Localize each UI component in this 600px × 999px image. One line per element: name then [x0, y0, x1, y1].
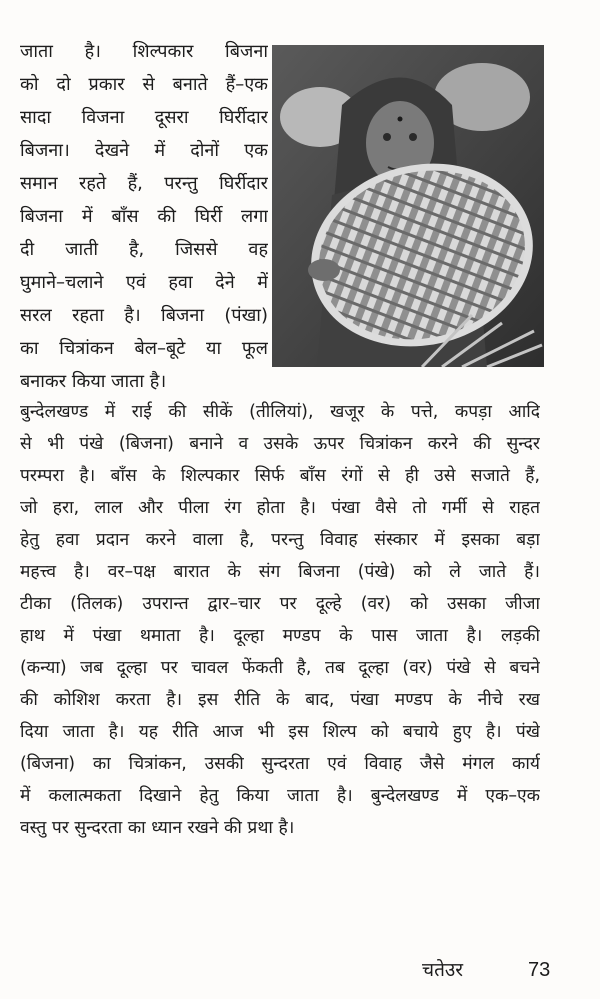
text-line: टीका (तिलक) उपरान्त द्वार–चार पर दूल्हे (वर) को उसका जीजा: [20, 594, 540, 614]
text-line: जाता है। शिल्पकार बिजना: [20, 41, 268, 62]
text-line: हाथ में पंखा थमाता है। दूल्हा मण्डप के पास जाता है। लड़की: [20, 626, 540, 646]
text-line: बिजना। देखने में दोनों एक: [20, 140, 268, 161]
paragraph-beside-photo: [20, 35, 268, 398]
text-line: परम्परा है। बाँस के शिल्पकार सिर्फ बाँस रंगों से ही उसे सजाते हैं,: [20, 466, 540, 486]
text-line: दिया जाता है। यह रीति आज भी इस शिल्प को बचाये हुए है। पंखे: [20, 722, 540, 742]
text-line: बनाकर किया जाता है।: [20, 371, 167, 392]
text-line: घुमाने–चलाने एवं हवा देने में: [20, 272, 268, 293]
running-footer-title: चतेउर: [422, 959, 464, 981]
text-line: सरल रहता है। बिजना (पंखा): [20, 305, 268, 326]
text-line: का चित्रांकन बेल–बूटे या फूल: [20, 338, 268, 359]
text-line: वस्तु पर सुन्दरता का ध्यान रखने की प्रथा है।: [20, 818, 295, 838]
text-line: महत्त्व है। वर–पक्ष बारात के संग बिजना (पंखे) को ले जाते हैं।: [20, 562, 540, 582]
text-line: जो हरा, लाल और पीला रंग होता है। पंखा वैसे तो गर्मी से राहत: [20, 498, 540, 518]
text-line: की कोशिश करता है। इस रीति के बाद, पंखा मण्डप के नीचे रख: [20, 690, 540, 710]
text-line: समान रहते हैं, परन्तु घिर्रीदार: [20, 173, 268, 194]
page-number: 73: [528, 959, 551, 981]
text-line: से भी पंखे (बिजना) बनाने व उसके ऊपर चित्रांकन करने की सुन्दर: [20, 434, 540, 454]
text-line: (बिजना) का चित्रांकन, उसकी सुन्दरता एवं विवाह जैसे मंगल कार्य: [20, 754, 540, 774]
text-line: को दो प्रकार से बनाते हैं–एक: [20, 74, 268, 95]
paragraph-full-width: [20, 396, 540, 844]
photo-illustration: [272, 45, 544, 367]
text-line: बुन्देलखण्ड में राई की सीकें (तीलियां), खजूर के पत्ते, कपड़ा आदि: [20, 402, 540, 422]
photo-woman-with-bamboo-basket: [272, 45, 544, 367]
text-line: में कलात्मकता दिखाने हेतु किया जाता है। बुन्देलखण्ड में एक–एक: [20, 786, 540, 806]
text-line: (कन्या) जब दूल्हा पर चावल फेंकती है, तब दूल्हा (वर) पंखे से बचने: [20, 658, 540, 678]
text-line: दी जाती है, जिससे वह: [20, 239, 268, 260]
text-line: बिजना में बाँस की घिर्री लगा: [20, 206, 268, 227]
text-line: हेतु हवा प्रदान करने वाला है, परन्तु विवाह संस्कार में इसका बड़ा: [20, 530, 540, 550]
text-line: सादा विजना दूसरा घिर्रीदार: [20, 107, 268, 128]
